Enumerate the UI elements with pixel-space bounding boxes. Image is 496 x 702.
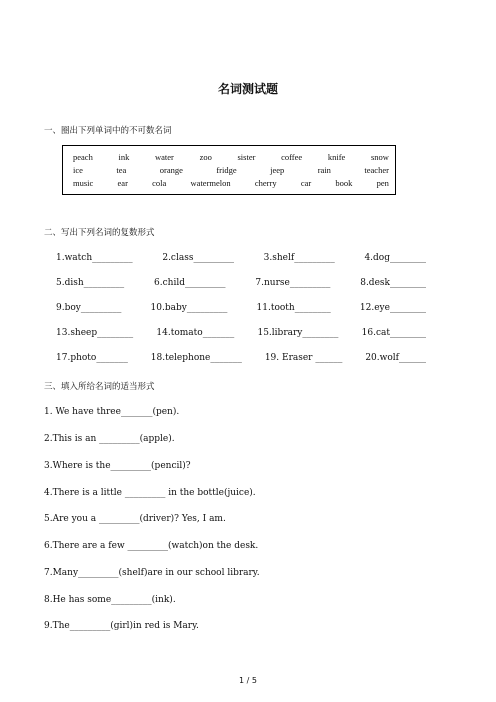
plural-item[interactable]: 11.tooth________ [256,303,331,313]
word[interactable]: water [155,152,174,162]
word-row-3 [73,178,389,188]
page-title: 名词测试题 [217,82,278,96]
word[interactable]: coffee [281,152,303,162]
word[interactable]: orange [159,165,183,175]
word[interactable]: tea [116,165,127,175]
fill-in-sentence[interactable]: 5.Are you a _________(driver)? Yes, I am. [44,514,226,524]
section-3-heading: 三、填入所给名词的适当形式 [44,382,155,392]
fill-in-sentence[interactable]: 2.This is an _________(apple). [44,434,175,444]
plural-item[interactable]: 14.tomato_______ [156,328,235,338]
section-2-heading: 二、写出下列名词的复数形式 [44,228,155,238]
plural-item[interactable]: 13.sheep________ [56,328,134,338]
plural-item[interactable]: 2.class_________ [162,253,234,263]
plural-row [56,328,426,338]
fill-in-sentence[interactable]: 8.He has some_________(ink). [44,595,176,605]
word[interactable]: snow [370,152,389,162]
plural-row [56,303,426,313]
word[interactable]: sister [237,152,256,162]
plural-item[interactable]: 3.shelf_________ [263,253,335,263]
word[interactable]: ink [118,152,130,162]
plural-item[interactable]: 9.boy_________ [56,303,122,313]
plural-item[interactable]: 12.eye________ [359,303,426,313]
plural-item[interactable]: 19. Eraser ______ [264,353,343,363]
word[interactable]: book [335,178,353,188]
word[interactable]: car [300,178,312,188]
page-number: 1 / 5 [239,676,257,685]
fill-in-sentence[interactable]: 3.Where is the_________(pencil)? [44,461,191,471]
word[interactable]: ear [117,178,128,188]
plural-row [56,353,426,363]
fill-in-sentence[interactable]: 6.There are a few _________(watch)on the desk. [44,541,259,551]
word[interactable]: knife [327,152,346,162]
plural-item[interactable]: 1.watch_________ [56,253,133,263]
section-1-heading: 一、圈出下列单词中的不可数名词 [44,126,172,136]
fill-in-sentence[interactable]: 1. We have three_______(pen). [44,407,180,417]
plural-item[interactable]: 17.photo_______ [56,353,128,363]
fill-in-sentence[interactable]: 7.Many_________(shelf)are in our school library. [44,568,260,578]
word-row-1 [73,152,389,162]
word[interactable]: zoo [199,152,212,162]
word-box [62,145,396,195]
word[interactable]: cola [152,178,167,188]
word[interactable]: cherry [254,178,277,188]
plural-item[interactable]: 20.wolf______ [365,353,426,363]
fill-in-sentence[interactable]: 9.The_________(girl)in red is Mary. [44,621,199,631]
plural-item[interactable]: 5.dish_________ [56,278,125,288]
plural-item[interactable]: 6.child_________ [154,278,226,288]
plural-item[interactable]: 10.baby_________ [150,303,228,313]
word[interactable]: pen [376,178,389,188]
word[interactable]: teacher [364,165,389,175]
plural-item[interactable]: 15.library________ [257,328,339,338]
plural-row [56,278,426,288]
word[interactable]: ice [73,165,83,175]
fill-in-sentence[interactable]: 4.There is a little _________ in the bottle(juice). [44,488,256,498]
word[interactable]: fridge [216,165,237,175]
plural-item[interactable]: 16.cat________ [361,328,426,338]
word-row-2 [73,165,389,175]
word[interactable]: watermelon [190,178,231,188]
word[interactable]: music [73,178,94,188]
plural-item[interactable]: 4.dog________ [364,253,426,263]
plural-item[interactable]: 18.telephone_______ [150,353,242,363]
plural-item[interactable]: 8.desk________ [360,278,426,288]
word[interactable]: jeep [270,165,285,175]
word[interactable]: rain [317,165,331,175]
word[interactable]: peach [73,152,93,162]
plural-item[interactable]: 7.nurse_________ [255,278,331,288]
plural-row [56,253,426,263]
